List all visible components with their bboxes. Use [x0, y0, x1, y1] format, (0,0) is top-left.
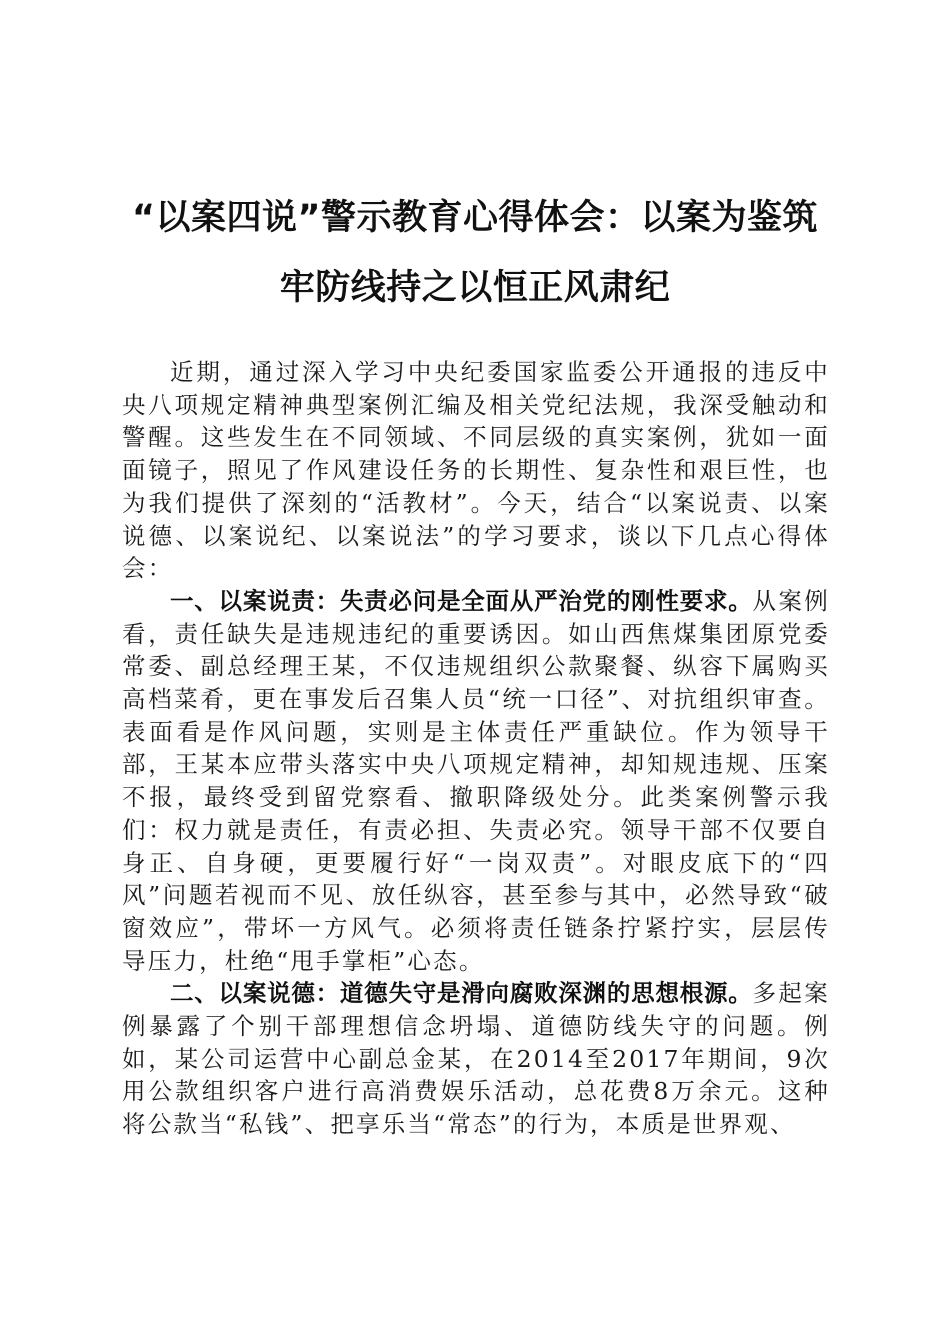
- section-2-body: 多起案例暴露了个别干部理想信念坍塌、道德防线失守的问题。例如，某公司运营中心副总金某，在2014至2017年期间，9次用公款组织客户进行高消费娱乐活动，总花费8万余元。这种将公款当“私钱”、把享乐当“常态”的行为，本质是世界观、: [122, 979, 830, 1139]
- document-body: [122, 356, 830, 1141]
- document-title-line-1: “以案四说”警示教育心得体会：以案为鉴筑: [131, 198, 818, 238]
- section-1-body: 从案例看，责任缺失是违规违纪的重要诱因。如山西焦煤集团原党委常委、副总经理王某，不仅违规组织公款聚餐、纵容下属购买高档菜肴，更在事发后召集人员“统一口径”、对抗组织审查。表面看是作风问题，实则是主体责任严重缺位。作为领导干部，王某本应带头落实中央八项规定精神，却知规违规、压案不报，最终受到留党察看、撤职降级处分。此类案例警示我们：权力就是责任，有责必担、失责必究。领导干部不仅要自身正、自身硬，更要履行好“一岗双责”。对眼皮底下的“四风”问题若视而不见、放任纵容，甚至参与其中，必然导致“破窗效应”，带坏一方风气。必须将责任链条拧紧拧实，层层传导压力，杜绝“甩手掌柜”心态。: [122, 586, 830, 975]
- document-title-line-2: 牢防线持之以恒正风肃纪: [279, 268, 671, 308]
- section-1-heading: 一、以案说责：失责必问是全面从严治党的刚性要求。: [170, 586, 753, 615]
- section-1-paragraph: [122, 585, 830, 977]
- intro-paragraph: 近期，通过深入学习中央纪委国家监委公开通报的违反中央八项规定精神典型案例汇编及相关党纪法规，我深受触动和警醒。这些发生在不同领域、不同层级的真实案例，犹如一面面镜子，照见了作风建设任务的长期性、复杂性和艰巨性，也为我们提供了深刻的“活教材”。今天，结合“以案说责、以案说德、以案说纪、以案说法”的学习要求，谈以下几点心得体会：: [122, 358, 830, 583]
- section-2-paragraph: [122, 977, 830, 1141]
- section-2-heading: 二、以案说德：道德失守是滑向腐败深渊的思想根源。: [170, 979, 753, 1008]
